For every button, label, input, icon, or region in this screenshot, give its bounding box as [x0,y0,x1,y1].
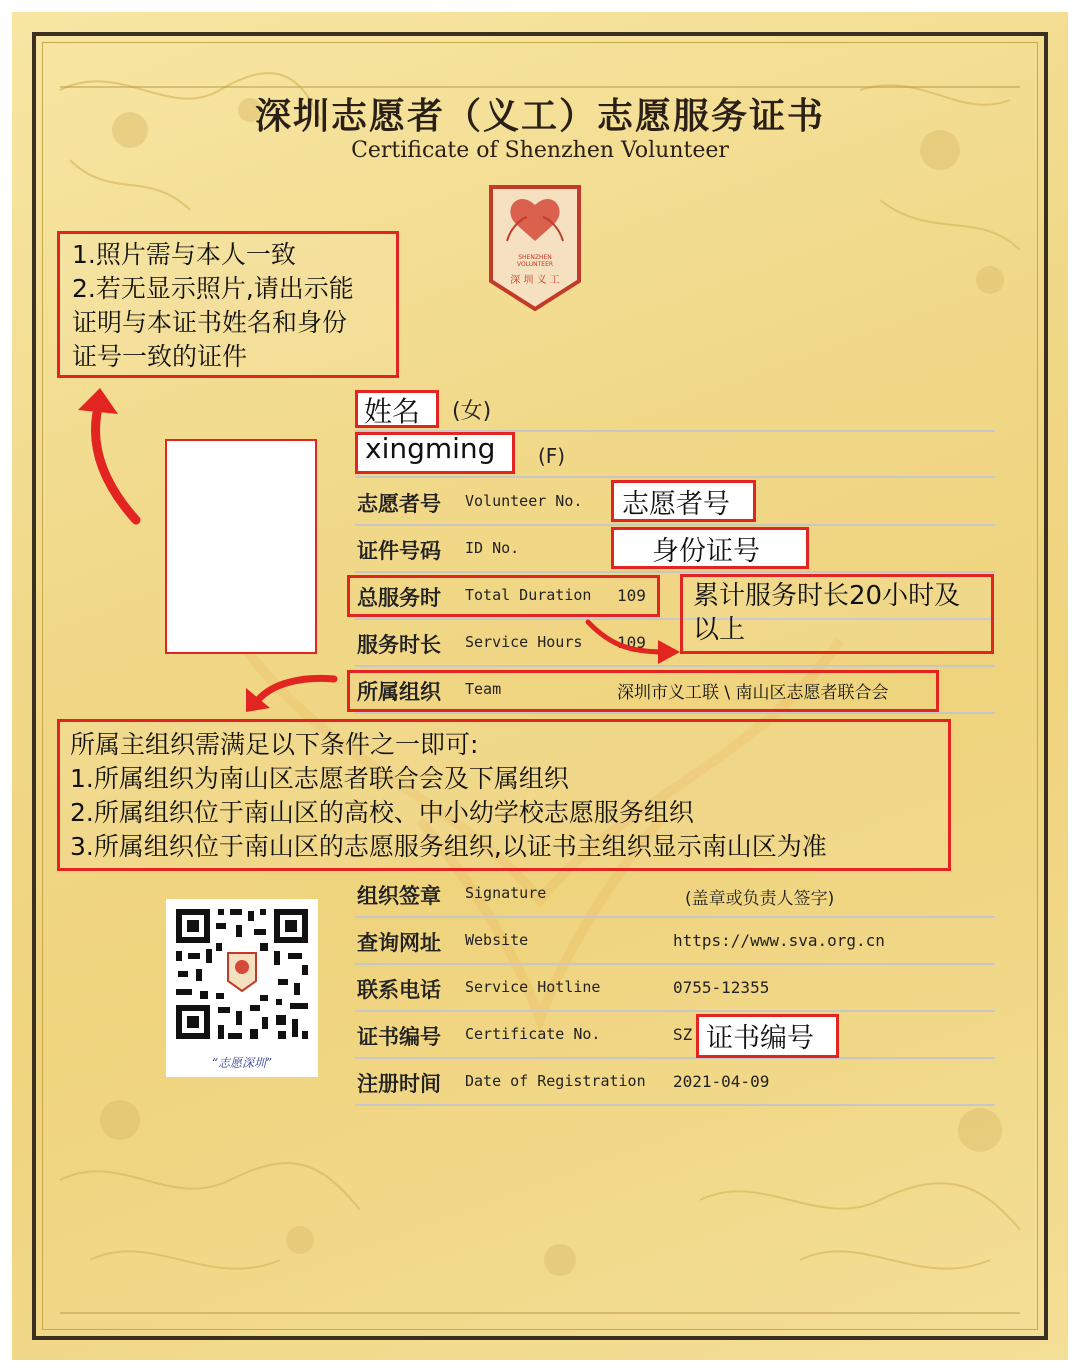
holder-photo [165,439,317,654]
label-signature-en: Signature [465,884,547,902]
row-reg-date [355,1058,995,1106]
value-volunteer-no: 志愿者号 [622,489,730,520]
value-reg-date: 2021-04-09 [673,1072,770,1091]
qr-code[interactable] [166,899,318,1077]
label-id-no-en: ID No. [465,539,520,557]
label-volunteer-no-cn: 志愿者号 [357,491,441,516]
photo-note-line-1: 1.照片需与本人一致 [72,240,296,269]
value-total-duration: 109 [617,586,646,605]
svg-text:VOLUNTEER: VOLUNTEER [516,261,554,268]
label-service-hours-cn: 服务时长 [357,632,441,657]
qr-code-pattern [166,899,318,1049]
label-signature-cn: 组织签章 [357,883,441,908]
label-hotline-en: Service Hotline [465,978,601,996]
value-hotline: 0755-12355 [673,978,770,997]
qr-caption: “志愿深圳” [211,1056,273,1070]
hours-note-line-2: 以上 [693,615,746,645]
value-cert-no: 证书编号 [706,1023,814,1054]
value-signature: (盖章或负责人签字) [685,889,835,909]
label-id-no-cn: 证件号码 [357,538,441,563]
certificate-title-cn: 深圳志愿者（义工）志愿服务证书 [254,95,825,137]
org-note-line-1: 所属主组织需满足以下条件之一即可: [70,730,479,759]
team-box [347,670,939,712]
label-total-duration-cn: 总服务时 [357,585,441,610]
org-note-line-4: 3.所属组织位于南山区的志愿服务组织,以证书主组织显示南山区为准 [70,832,827,861]
photo-note-line-4: 证号一致的证件 [72,342,248,371]
label-website-en: Website [465,931,529,949]
row-cert-no [355,1011,995,1059]
row-website [355,917,995,965]
label-service-hours-en: Service Hours [465,633,583,651]
logo-text-cn: 深 圳 义 工 [510,275,560,286]
value-team: 深圳市义工联 \ 南山区志愿者联合会 [617,683,889,703]
label-team-en: Team [465,680,502,698]
photo-note-line-2: 2.若无显示照片,请出示能 [72,274,354,303]
holder-gender-cn: (女) [452,399,492,424]
photo-requirement-note [57,231,399,378]
total-duration-box [347,575,660,617]
label-reg-date-cn: 注册时间 [357,1071,441,1096]
row-hotline [355,964,995,1012]
shenzhen-volunteer-logo [487,183,583,313]
label-website-cn: 查询网址 [357,930,441,955]
value-id-no: 身份证号 [652,536,760,567]
label-total-duration-en: Total Duration [465,586,592,604]
holder-name-cn: 姓名 [364,395,421,428]
value-website: https://www.sva.org.cn [673,931,885,950]
label-team-cn: 所属组织 [357,679,441,704]
logo-text-en: SHENZHEN [518,254,552,261]
label-reg-date-en: Date of Registration [465,1072,646,1090]
org-requirement-note [57,719,951,871]
row-signature [355,870,995,918]
holder-name-en: xingming [365,432,496,465]
value-service-hours: 109 [617,633,646,652]
org-note-line-3: 2.所属组织位于南山区的高校、中小幼学校志愿服务组织 [70,798,694,827]
certificate-title-en: Certificate of Shenzhen Volunteer [351,138,729,163]
label-cert-no-en: Certificate No. [465,1025,601,1043]
holder-gender-en: (F) [538,444,566,468]
value-cert-no-prefix: SZ [673,1025,693,1044]
label-hotline-cn: 联系电话 [357,977,441,1002]
org-note-line-2: 1.所属组织为南山区志愿者联合会及下属组织 [70,764,569,793]
photo-note-line-3: 证明与本证书姓名和身份 [72,308,348,337]
hours-note-line-1: 累计服务时长20小时及 [693,581,961,611]
label-volunteer-no-en: Volunteer No. [465,492,583,510]
label-cert-no-cn: 证书编号 [357,1024,441,1049]
hours-requirement-note [680,574,994,654]
